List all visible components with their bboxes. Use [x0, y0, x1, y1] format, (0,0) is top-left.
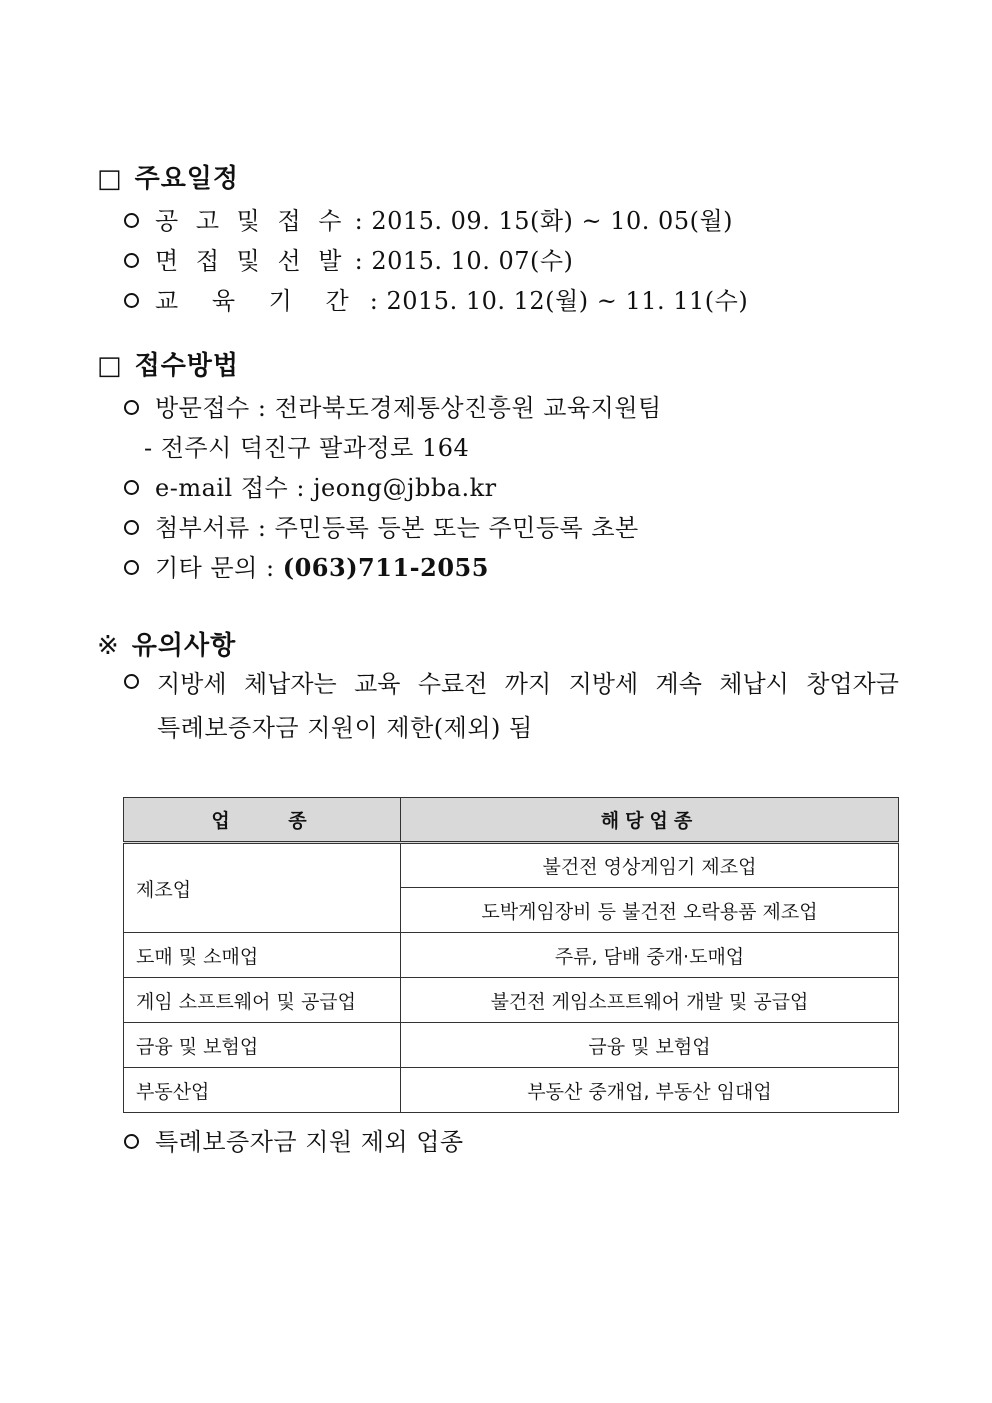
- item-label: 첨부서류: [155, 514, 250, 542]
- list-item: [124, 281, 748, 316]
- circle-bullet-icon: [124, 253, 139, 268]
- detail-cell: 불건전 게임소프트웨어 개발 및 공급업: [401, 978, 899, 1023]
- industry-cell: 부동산업: [124, 1068, 401, 1113]
- section-heading-application: [97, 345, 239, 382]
- detail-cell: 부동산 중개업, 부동산 임대업: [401, 1068, 899, 1113]
- industry-cell: 게임 소프트웨어 및 공급업: [124, 978, 401, 1023]
- item-value: 2015. 10. 07(수): [371, 247, 574, 275]
- detail-cell: 주류, 담배 중개·도매업: [401, 933, 899, 978]
- header-applicable-industry: 해당업종: [401, 798, 899, 843]
- separator: :: [257, 514, 267, 542]
- note-bullet: [124, 668, 155, 696]
- list-item: [124, 201, 733, 236]
- circle-bullet-icon: [124, 674, 139, 689]
- industry-cell: 도매 및 소매업: [124, 933, 401, 978]
- email-link[interactable]: jeong@jbba.kr: [313, 474, 497, 502]
- table-row: [124, 1068, 899, 1113]
- circle-bullet-icon: [124, 480, 139, 495]
- item-value: 전라북도경제통상진흥원 교육지원팀: [274, 394, 662, 422]
- caption-text: 특례보증자금 지원 제외 업종: [155, 1128, 464, 1156]
- table-caption: [124, 1122, 464, 1157]
- section-title: 접수방법: [134, 351, 240, 381]
- table-header-row: [124, 798, 899, 843]
- item-value: 2015. 10. 12(월) ~ 11. 11(수): [386, 287, 749, 315]
- reference-mark-icon: ※: [97, 631, 120, 661]
- circle-bullet-icon: [124, 560, 139, 575]
- list-item: [124, 508, 639, 543]
- note-text-line-1: 지방세 체납자는 교육 수료전 까지 지방세 계속 체납시 창업자금: [157, 670, 899, 698]
- detail-cell: 금융 및 보험업: [401, 1023, 899, 1068]
- note-text-line-2: 특례보증자금 지원이 제한(제외) 됨: [157, 714, 533, 742]
- section-heading-schedule: [97, 158, 239, 195]
- item-label: 방문접수: [155, 394, 250, 422]
- industry-cell: 금융 및 보험업: [124, 1023, 401, 1068]
- list-item: [124, 388, 662, 423]
- table-row: [124, 933, 899, 978]
- separator: :: [354, 247, 364, 275]
- separator: :: [296, 474, 305, 502]
- item-label: 기타 문의: [155, 554, 258, 582]
- separator: :: [257, 394, 267, 422]
- separator: :: [266, 554, 275, 582]
- circle-bullet-icon: [124, 293, 139, 308]
- item-label: 면 접 및 선 발: [155, 247, 347, 275]
- industry-cell: 제조업: [124, 843, 401, 933]
- list-item: [124, 468, 497, 503]
- excluded-industries-table: [123, 797, 899, 1113]
- section-heading-notes: [97, 625, 236, 662]
- table-row: [124, 1023, 899, 1068]
- item-label: e-mail 접수: [155, 474, 289, 502]
- section-title: 유의사항: [131, 631, 237, 661]
- detail-cell: 도박게임장비 등 불건전 오락용품 제조업: [401, 888, 899, 933]
- list-item: [124, 241, 573, 276]
- circle-bullet-icon: [124, 1134, 139, 1149]
- circle-bullet-icon: [124, 213, 139, 228]
- address-line: - 전주시 덕진구 팔과정로 164: [144, 434, 470, 462]
- section-title: 주요일정: [134, 164, 240, 194]
- item-value: 2015. 09. 15(화) ~ 10. 05(월): [371, 207, 734, 235]
- table-row: [124, 978, 899, 1023]
- table-row: [124, 843, 899, 888]
- item-label: 교 육 기 간: [155, 287, 362, 315]
- separator: :: [354, 207, 364, 235]
- item-label: 공 고 및 접 수: [155, 207, 347, 235]
- checkbox-marker-icon: □: [97, 164, 123, 194]
- circle-bullet-icon: [124, 520, 139, 535]
- circle-bullet-icon: [124, 400, 139, 415]
- separator: :: [369, 287, 379, 315]
- header-industry: 업 종: [124, 798, 401, 843]
- phone-number: (063)711-2055: [282, 553, 489, 582]
- item-value: 주민등록 등본 또는 주민등록 초본: [274, 514, 639, 542]
- detail-cell: 불건전 영상게임기 제조업: [401, 843, 899, 888]
- checkbox-marker-icon: □: [97, 351, 123, 381]
- list-item: [124, 548, 489, 583]
